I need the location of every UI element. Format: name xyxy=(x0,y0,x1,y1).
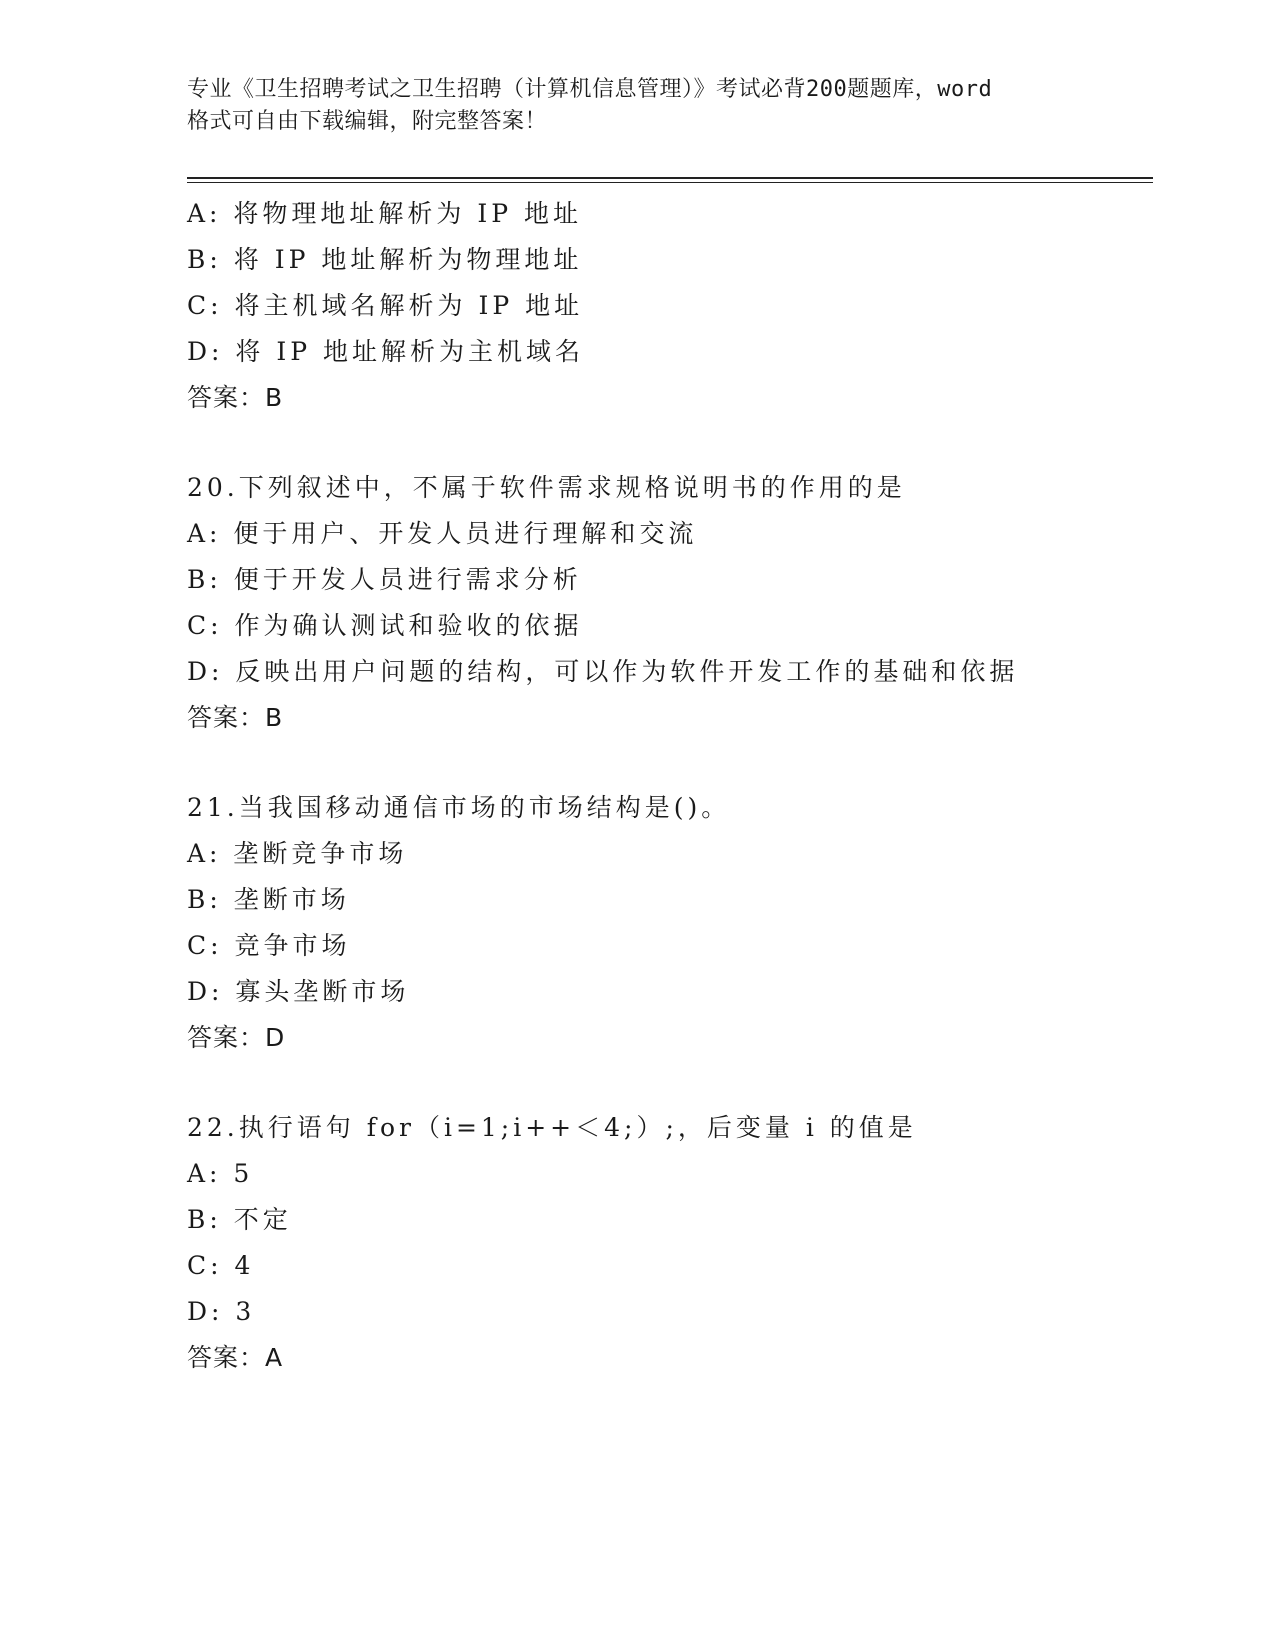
question-stem: 22.执行语句 for（i=1;i++＜4;）;，后变量 i 的值是 xyxy=(187,1113,917,1142)
option-d: D: 反映出用户问题的结构，可以作为软件开发工作的基础和依据 xyxy=(187,657,1019,686)
option-d: D: 寡头垄断市场 xyxy=(187,977,410,1006)
header-divider-thin xyxy=(187,182,1153,183)
option-b: B: 将 IP 地址解析为物理地址 xyxy=(187,245,583,274)
option-a: A: 5 xyxy=(187,1159,254,1188)
option-c: C: 作为确认测试和验收的依据 xyxy=(187,611,583,640)
question-stem: 20.下列叙述中，不属于软件需求规格说明书的作用的是 xyxy=(187,473,906,502)
answer: 答案：D xyxy=(187,1023,286,1052)
question-stem: 21.当我国移动通信市场的市场结构是()。 xyxy=(187,793,731,822)
header-line-2: 格式可自由下载编辑，附完整答案！ xyxy=(187,109,548,134)
question-22 xyxy=(187,1105,1153,1381)
answer: 答案：B xyxy=(187,703,284,732)
option-a: A: 垄断竞争市场 xyxy=(187,839,408,868)
option-a: A: 将物理地址解析为 IP 地址 xyxy=(187,199,583,228)
answer: 答案：B xyxy=(187,383,284,412)
option-d: D: 3 xyxy=(187,1297,256,1326)
option-c: C: 竞争市场 xyxy=(187,931,351,960)
question-19 xyxy=(187,191,1153,421)
answer: 答案：A xyxy=(187,1343,284,1372)
header-line-1: 专业《卫生招聘考试之卫生招聘（计算机信息管理）》考试必背200题题库，word xyxy=(187,77,993,102)
question-20 xyxy=(187,465,1153,741)
option-c: C: 将主机域名解析为 IP 地址 xyxy=(187,291,584,320)
option-b: B: 不定 xyxy=(187,1205,292,1234)
option-c: C: 4 xyxy=(187,1251,255,1280)
option-b: B: 便于开发人员进行需求分析 xyxy=(187,565,582,594)
option-d: D: 将 IP 地址解析为主机域名 xyxy=(187,337,585,366)
header-divider-thick xyxy=(187,177,1153,179)
option-b: B: 垄断市场 xyxy=(187,885,350,914)
document-header xyxy=(187,74,1107,138)
question-21 xyxy=(187,785,1153,1061)
option-a: A: 便于用户、开发人员进行理解和交流 xyxy=(187,519,698,548)
question-list xyxy=(187,191,1153,1381)
